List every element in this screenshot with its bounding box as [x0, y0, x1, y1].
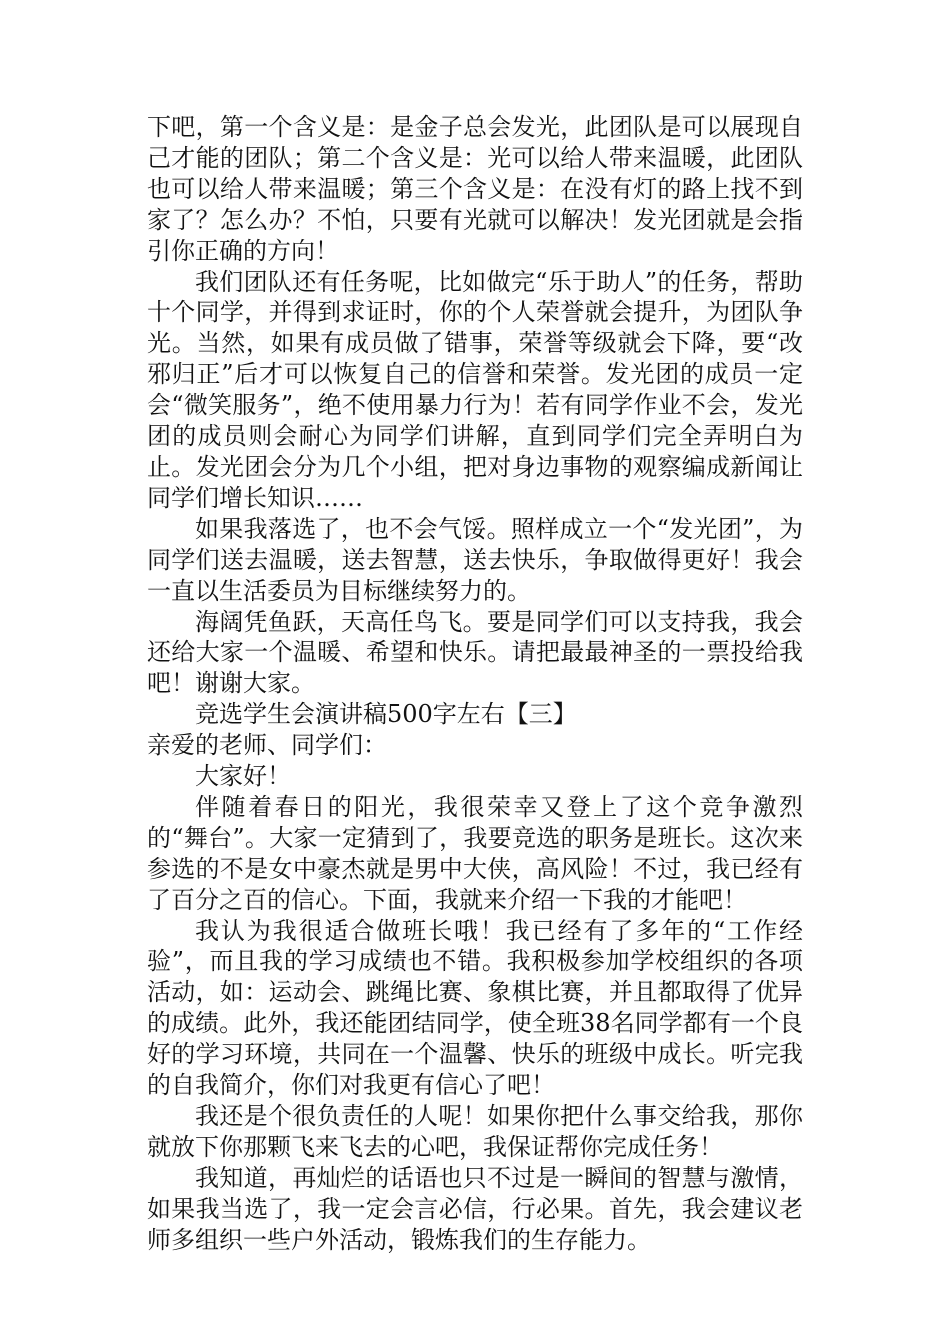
- paragraph-7: 我还是个很负责任的人呢！如果你把什么事交给我，那你就放下你那颗飞来飞去的心吧，我保证帮你完成任务！: [147, 1102, 803, 1161]
- section-heading: 竞选学生会演讲稿500字左右【三】: [195, 700, 577, 729]
- paragraph-2: 我们团队还有任务呢，比如做完“乐于助人”的任务，帮助十个同学，并得到求证时，你的个人荣誉就会提升，为团队争光。当然，如果有成员做了错事，荣誉等级就会下降，要“改邪归正”后才可以恢复自己的信誉和荣誉。发光团的成员一定会“微笑服务”，绝不使用暴力行为！若有同学作业不会，发光团的成员则会耐心为同学们讲解，直到同学们完全弄明白为止。发光团会分为几个小组，把对身边事物的观察编成新闻让同学们增长知识……: [147, 267, 803, 512]
- paragraph-4: 海阔凭鱼跃，天高任鸟飞。要是同学们可以支持我，我会还给大家一个温暖、希望和快乐。请把最最神圣的一票投给我吧！谢谢大家。: [147, 607, 803, 698]
- salutation: 亲爱的老师、同学们：: [147, 731, 387, 760]
- paragraph-6: 我认为我很适合做班长哦！我已经有了多年的“工作经验”，而且我的学习成绩也不错。我积极参加学校组织的各项活动，如：运动会、跳绳比赛、象棋比赛，并且都取得了优异的成绩。此外，我还能团结同学，使全班38名同学都有一个良好的学习环境，共同在一个温馨、快乐的班级中成长。听完我的自我简介，你们对我更有信心了吧！: [147, 916, 803, 1100]
- greeting: 大家好！: [195, 762, 291, 791]
- paragraph-5: 伴随着春日的阳光，我很荣幸又登上了这个竞争激烈的“舞台”。大家一定猜到了，我要竞选的职务是班长。这次来参选的不是女中豪杰就是男中大侠，高风险！不过，我已经有了百分之百的信心。下面，我就来介绍一下我的才能吧！: [147, 792, 803, 914]
- paragraph-8: 我知道，再灿烂的话语也只不过是一瞬间的智慧与激情，如果我当选了，我一定会言必信，行必果。首先，我会建议老师多组织一些户外活动，锻炼我们的生存能力。: [147, 1163, 803, 1254]
- paragraph-1: 下吧，第一个含义是：是金子总会发光，此团队是可以展现自己才能的团队；第二个含义是：光可以给人带来温暖，此团队也可以给人带来温暖；第三个含义是：在没有灯的路上找不到家了？怎么办？不怕，只要有光就可以解决！发光团就是会指引你正确的方向！: [147, 113, 803, 265]
- document-page: [147, 112, 803, 1256]
- paragraph-3: 如果我落选了，也不会气馁。照样成立一个“发光团”，为同学们送去温暖，送去智慧，送去快乐，争取做得更好！我会一直以生活委员为目标继续努力的。: [147, 514, 803, 605]
